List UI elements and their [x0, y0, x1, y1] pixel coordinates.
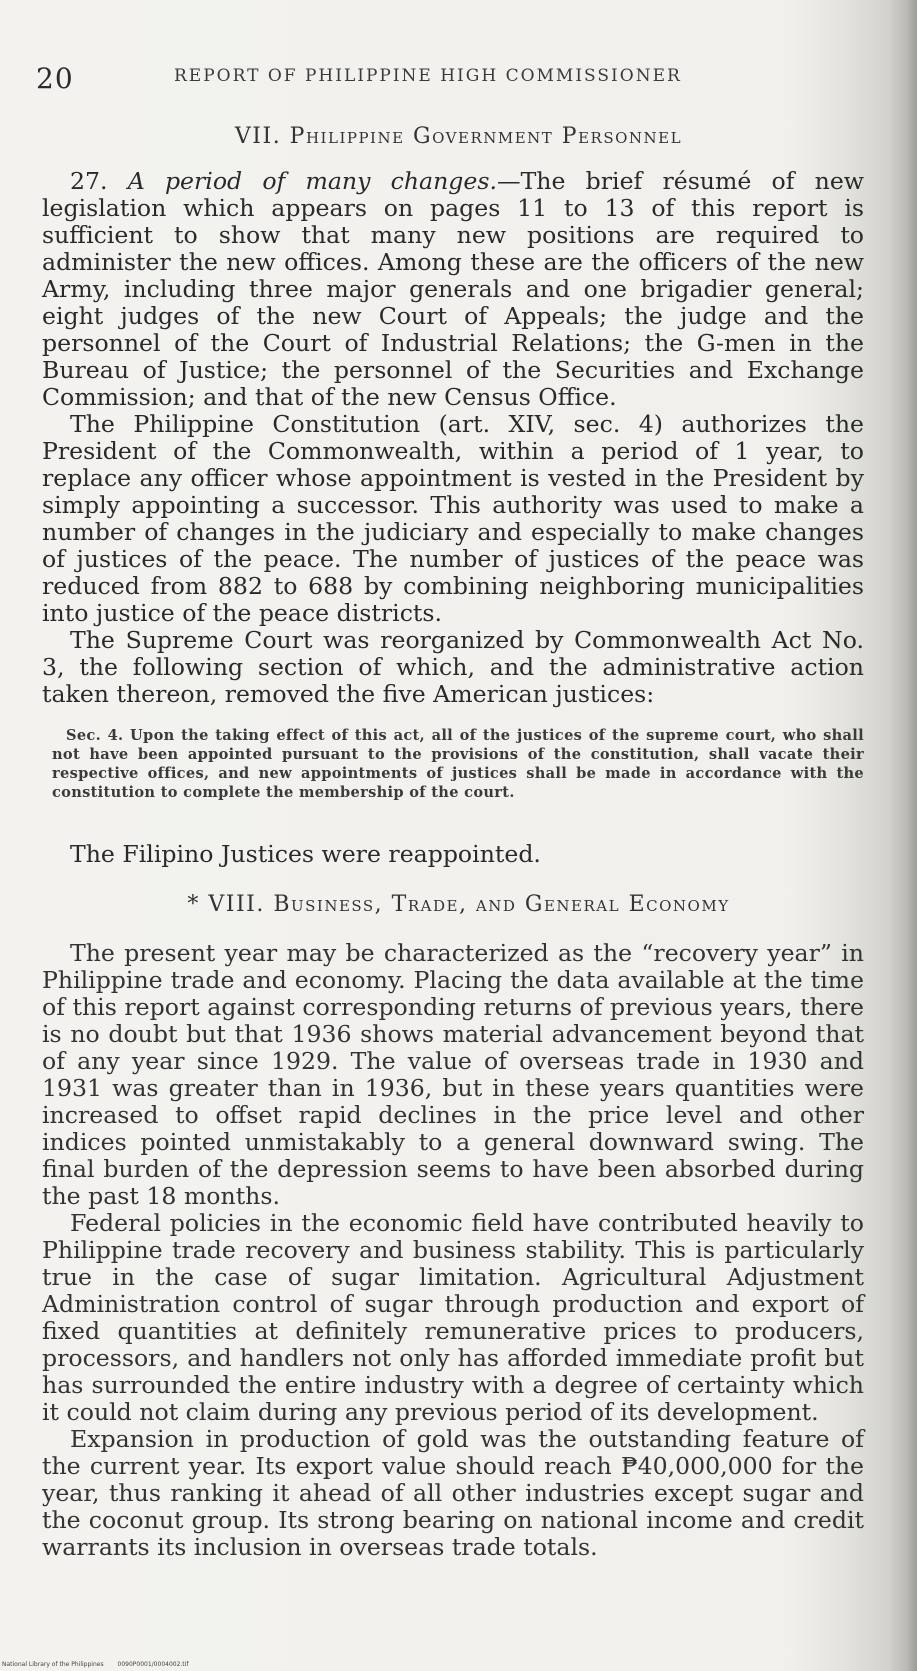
paragraph-text: —The brief résumé of new legislation which appears on pages 11 to 13 of this report is sufficient to show that many new positions are required to administer the new offices. Among these are the officers of the new Army, including three major generals and one brigadier general; eight judges of the new Court of Appeals; the judge and the personnel of the Court of Industrial Relations; the G-men in the Bureau of Justice; the personnel of the Securities and Exchange Commission; and that of the new Census Office.: [42, 167, 865, 411]
scan-footer: [2, 1661, 200, 1668]
section-viii-body: [42, 940, 864, 1561]
paragraph-number: 27.: [70, 167, 128, 195]
paragraph-supreme-court: The Supreme Court was reorganized by Commonwealth Act No. 3, the following section of which, and the administrative action taken thereon, removed the five American justices:: [42, 626, 864, 708]
page-header: [36, 62, 876, 102]
paragraph-27: [42, 168, 864, 411]
paragraph-italic-title: A period of many changes.: [127, 167, 497, 195]
section-heading-viii: * VIII. Business, Trade, and General Economy: [187, 892, 730, 917]
paragraph-constitution: The Philippine Constitution (art. XIV, sec. 4) authorizes the President of the Commonwealth, within a period of 1 year, to replace any officer whose appointment is vested in the President by simply appointing a successor. This authority was used to make a number of changes in the judiciary and especially to make changes of justices of the peace. The number of justices of the peace was reduced from 882 to 688 by combining neighboring municipalities into justice of the peace districts.: [42, 410, 864, 627]
paragraph-federal-policies: Federal policies in the economic field have contributed heavily to Philippine trade recovery and business stability. This is particularly true in the case of sugar limitation. Agricultural Adjustment Administration control of sugar through production and export of fixed quantities at definitely remunerative prices to producers, processors, and handlers not only has afforded immediate profit but has surrounded the entire industry with a degree of certainty which it could not claim during any previous period of its development.: [42, 1209, 864, 1426]
paragraph-reappointed: The Filipino Justices were reappointed.: [70, 840, 541, 868]
section-heading-vii: VII. Philippine Government Personnel: [234, 124, 683, 149]
quote-text: Sec. 4. Upon the taking effect of this act, all of the justices of the supreme court, who shall not have been appointed pursuant to the provisions of the constitution, shall vacate their respective offices, and new appointments of justices shall be made in accordance with the constitution to complete the membership of the court.: [52, 727, 864, 801]
paragraph-gold: Expansion in production of gold was the outstanding feature of the current year. Its export value should reach ₱40,000,000 for the year, thus ranking it ahead of all other industries except sugar and the coconut group. Its strong bearing on national income and credit warrants its inclusion in overseas trade totals.: [42, 1425, 864, 1561]
paragraph-recovery-year: The present year may be characterized as the “recovery year” in Philippine trade and economy. Placing the data available at the time of this report against corresponding returns of previous years, there is no doubt but that 1936 shows material advancement beyond that of any year since 1929. The value of overseas trade in 1930 and 1931 was greater than in 1936, but in these years quantities were increased to offset rapid declines in the price level and other indices pointed unmistakably to a general downward swing. The final burden of the depression seems to have been absorbed during the past 18 months.: [42, 939, 864, 1210]
footer-code: 0090P0001/0004002.tif: [117, 1661, 189, 1668]
page-number: 20: [36, 62, 74, 95]
section-vii-body: [42, 168, 864, 708]
page-edge-shadow: [889, 0, 917, 1671]
running-title: REPORT OF PHILIPPINE HIGH COMMISSIONER: [174, 66, 682, 86]
block-quote-sec-4: [52, 726, 864, 802]
footer-library: National Library of the Philippines: [2, 1661, 104, 1668]
